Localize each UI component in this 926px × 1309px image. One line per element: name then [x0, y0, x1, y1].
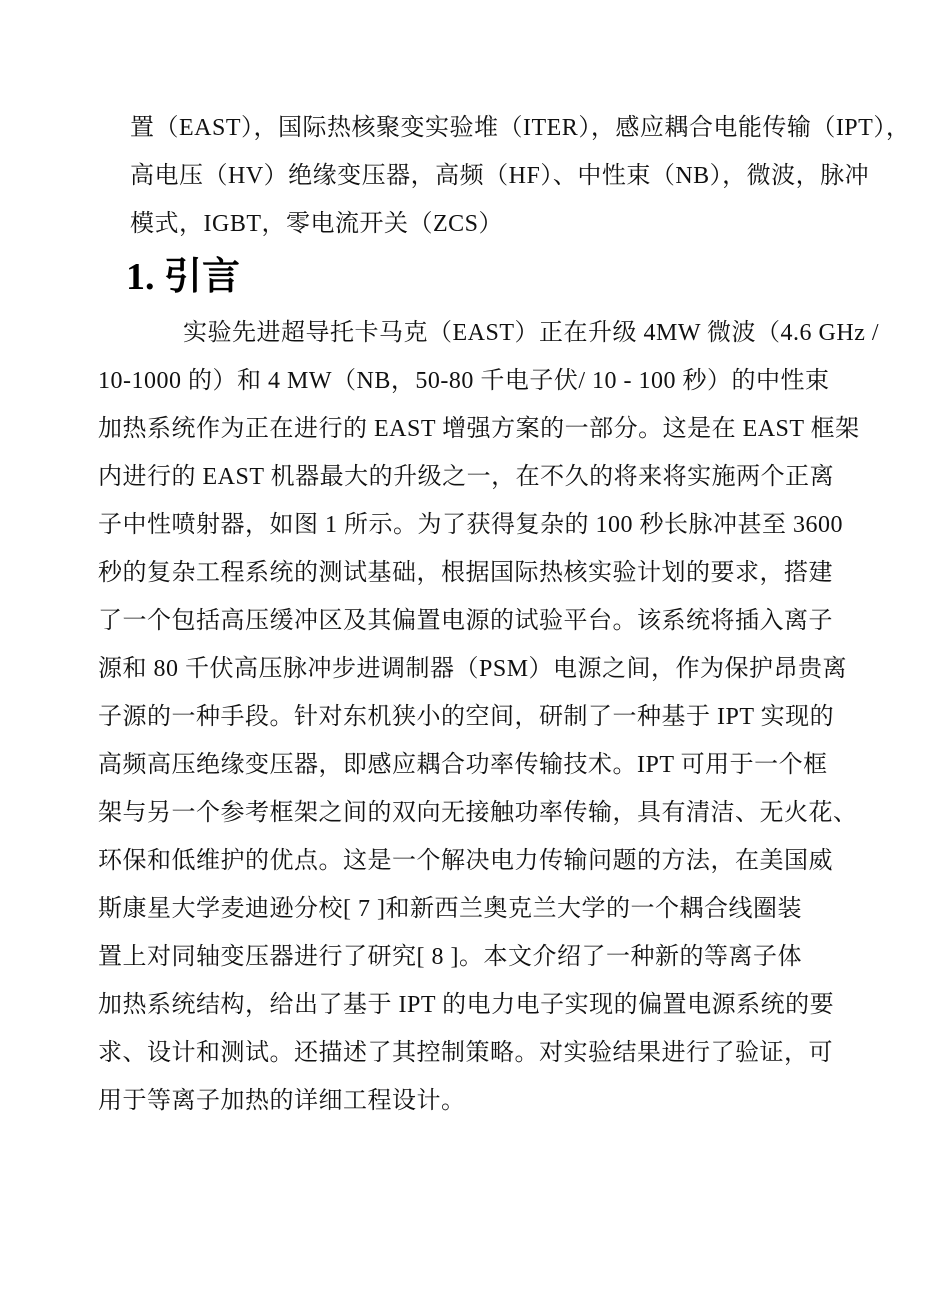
- body-text-line: 加热系统作为正在进行的 EAST 增强方案的一部分。这是在 EAST 框架: [98, 416, 860, 442]
- keywords-line: 置（EAST），国际热核聚变实验堆（ITER），感应耦合电能传输（IPT），: [130, 115, 911, 141]
- body-text-line: 了一个包括高压缓冲区及其偏置电源的试验平台。该系统将插入离子: [98, 608, 833, 634]
- body-text-line: 源和 80 千伏高压脉冲步进调制器（PSM）电源之间，作为保护昂贵离: [98, 656, 848, 682]
- body-text-line: 架与另一个参考框架之间的双向无接触功率传输，具有清洁、无火花、: [98, 800, 858, 826]
- body-text-line: 置上对同轴变压器进行了研究[ 8 ]。本文介绍了一种新的等离子体: [98, 944, 802, 970]
- body-text-line: 加热系统结构，给出了基于 IPT 的电力电子实现的偏置电源系统的要: [98, 992, 835, 1018]
- body-text-line: 实验先进超导托卡马克（EAST）正在升级 4MW 微波（4.6 GHz /: [183, 320, 880, 346]
- body-text-line: 10-1000 的）和 4 MW（NB，50-80 千电子伏/ 10 - 100 秒）的中性束: [98, 368, 830, 394]
- section-heading: 1. 引言: [126, 256, 241, 298]
- body-text-line: 子源的一种手段。针对东机狭小的空间，研制了一种基于 IPT 实现的: [98, 704, 835, 730]
- body-text-line: 求、设计和测试。还描述了其控制策略。对实验结果进行了验证，可: [98, 1040, 833, 1066]
- body-text-line: 高频高压绝缘变压器，即感应耦合功率传输技术。IPT 可用于一个框: [98, 752, 828, 778]
- keywords-line: 模式，IGBT，零电流开关（ZCS）: [130, 211, 504, 237]
- keywords-line: 高电压（HV）绝缘变压器，高频（HF）、中性束（NB），微波，脉冲: [130, 163, 870, 189]
- body-text-line: 子中性喷射器，如图 1 所示。为了获得复杂的 100 秒长脉冲甚至 3600: [98, 512, 843, 538]
- body-text-line: 秒的复杂工程系统的测试基础，根据国际热核实验计划的要求，搭建: [98, 560, 833, 586]
- introduction-paragraph: [98, 309, 879, 1125]
- body-text-line: 内进行的 EAST 机器最大的升级之一，在不久的将来将实施两个正离: [98, 464, 835, 490]
- keywords-paragraph: [130, 104, 910, 248]
- body-text-line: 用于等离子加热的详细工程设计。: [98, 1088, 466, 1114]
- body-text-line: 环保和低维护的优点。这是一个解决电力传输问题的方法，在美国威: [98, 848, 833, 874]
- body-text-line: 斯康星大学麦迪逊分校[ 7 ]和新西兰奥克兰大学的一个耦合线圈装: [98, 896, 802, 922]
